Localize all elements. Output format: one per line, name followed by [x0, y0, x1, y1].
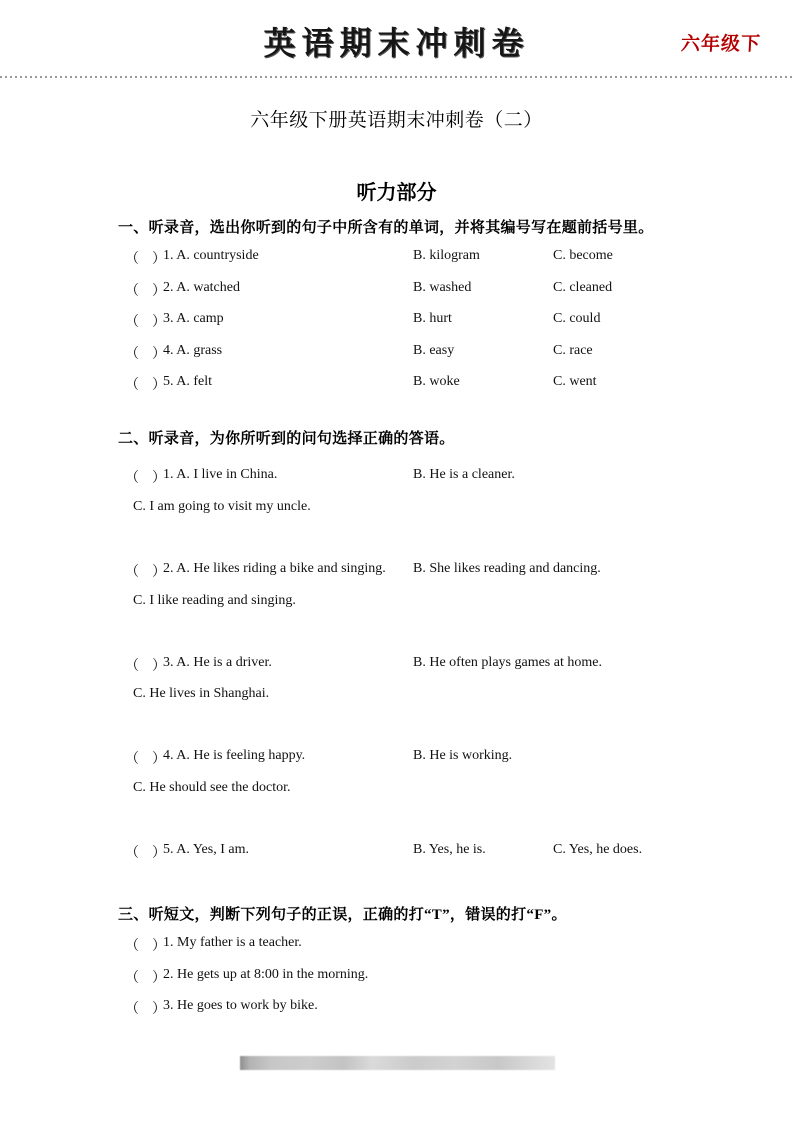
answer-bracket-open: （: [125, 315, 139, 330]
option-c: C. cleaned: [553, 280, 613, 295]
answer-bracket-close: ）: [152, 659, 166, 674]
blurred-watermark-bar: [240, 1056, 555, 1070]
option-b: B. hurt: [413, 311, 452, 326]
question-row: [125, 467, 785, 487]
question-row: [125, 967, 785, 987]
answer-bracket-close: ）: [152, 347, 166, 362]
listening-part-title: 听力部分: [356, 182, 437, 204]
answer-bracket-open: （: [125, 471, 139, 486]
option-b: B. He is a cleaner.: [413, 467, 515, 482]
answer-bracket-close: ）: [152, 939, 166, 954]
option-c: C. become: [553, 248, 613, 263]
statement-text: 2. He gets up at 8:00 in the morning.: [163, 967, 369, 982]
answer-bracket-close: ）: [152, 971, 166, 986]
answer-bracket-close: ）: [152, 315, 166, 330]
section-3-heading: 三、听短文，判断下列句子的正误，正确的打“T”，错误的打“F”。: [118, 907, 567, 923]
option-c: C. I am going to visit my uncle.: [133, 499, 311, 514]
option-b: B. Yes, he is.: [413, 842, 486, 857]
option-a: 4. A. He is feeling happy.: [163, 748, 306, 763]
option-c: C. I like reading and singing.: [133, 593, 296, 608]
answer-bracket-open: （: [125, 378, 139, 393]
answer-bracket-close: ）: [152, 378, 166, 393]
question-row: [125, 248, 785, 268]
option-a: 4. A. grass: [163, 343, 223, 358]
option-b: B. kilogram: [413, 248, 480, 263]
option-a: 2. A. watched: [163, 280, 240, 295]
option-b: B. washed: [413, 280, 472, 295]
answer-bracket-close: ）: [152, 252, 166, 267]
question-row: [125, 374, 785, 394]
question-row: [125, 561, 785, 581]
question-row: [125, 311, 785, 331]
option-c: C. race: [553, 343, 593, 358]
statement-text: 3. He goes to work by bike.: [163, 998, 318, 1013]
option-a: 1. A. countryside: [163, 248, 259, 263]
option-a: 1. A. I live in China.: [163, 467, 278, 482]
answer-bracket-open: （: [125, 252, 139, 267]
answer-bracket-close: ）: [152, 565, 166, 580]
question-row: [125, 343, 785, 363]
answer-bracket-open: （: [125, 971, 139, 986]
section-1-heading: 一、听录音，选出你听到的句子中所含有的单词，并将其编号写在题前括号里。: [118, 220, 654, 236]
option-c: C. went: [553, 374, 597, 389]
question-row: [125, 935, 785, 955]
option-a: 3. A. camp: [163, 311, 224, 326]
option-a: 5. A. felt: [163, 374, 212, 389]
statement-text: 1. My father is a teacher.: [163, 935, 302, 950]
answer-bracket-open: （: [125, 347, 139, 362]
option-b: B. easy: [413, 343, 455, 358]
option-a: 2. A. He likes riding a bike and singing.: [163, 561, 386, 576]
option-b: B. woke: [413, 374, 460, 389]
option-a: 3. A. He is a driver.: [163, 655, 272, 670]
option-a: 5. A. Yes, I am.: [163, 842, 249, 857]
header-divider: [0, 76, 793, 78]
option-c: C. Yes, he does.: [553, 842, 643, 857]
answer-bracket-close: ）: [152, 1002, 166, 1017]
option-c: C. He should see the doctor.: [133, 780, 291, 795]
answer-bracket-open: （: [125, 1002, 139, 1017]
question-row: [125, 655, 785, 675]
paper-header-title: 英语期末冲刺卷: [263, 25, 530, 61]
answer-bracket-open: （: [125, 565, 139, 580]
grade-badge: 六年级下: [680, 34, 762, 55]
answer-bracket-open: （: [125, 939, 139, 954]
option-b: B. He is working.: [413, 748, 513, 763]
answer-bracket-close: ）: [152, 752, 166, 767]
document-title: 六年级下册英语期末冲刺卷（二）: [250, 110, 543, 131]
question-row: [125, 842, 785, 862]
question-row: [125, 998, 785, 1018]
option-b: B. She likes reading and dancing.: [413, 561, 601, 576]
section-2-heading: 二、听录音，为你所听到的问句选择正确的答语。: [118, 431, 455, 447]
answer-bracket-open: （: [125, 752, 139, 767]
question-row: [125, 748, 785, 768]
option-c: C. could: [553, 311, 601, 326]
answer-bracket-open: （: [125, 846, 139, 861]
option-c: C. He lives in Shanghai.: [133, 686, 270, 701]
answer-bracket-close: ）: [152, 471, 166, 486]
answer-bracket-open: （: [125, 284, 139, 299]
answer-bracket-close: ）: [152, 846, 166, 861]
answer-bracket-close: ）: [152, 284, 166, 299]
question-row: [125, 280, 785, 300]
option-b: B. He often plays games at home.: [413, 655, 602, 670]
answer-bracket-open: （: [125, 659, 139, 674]
